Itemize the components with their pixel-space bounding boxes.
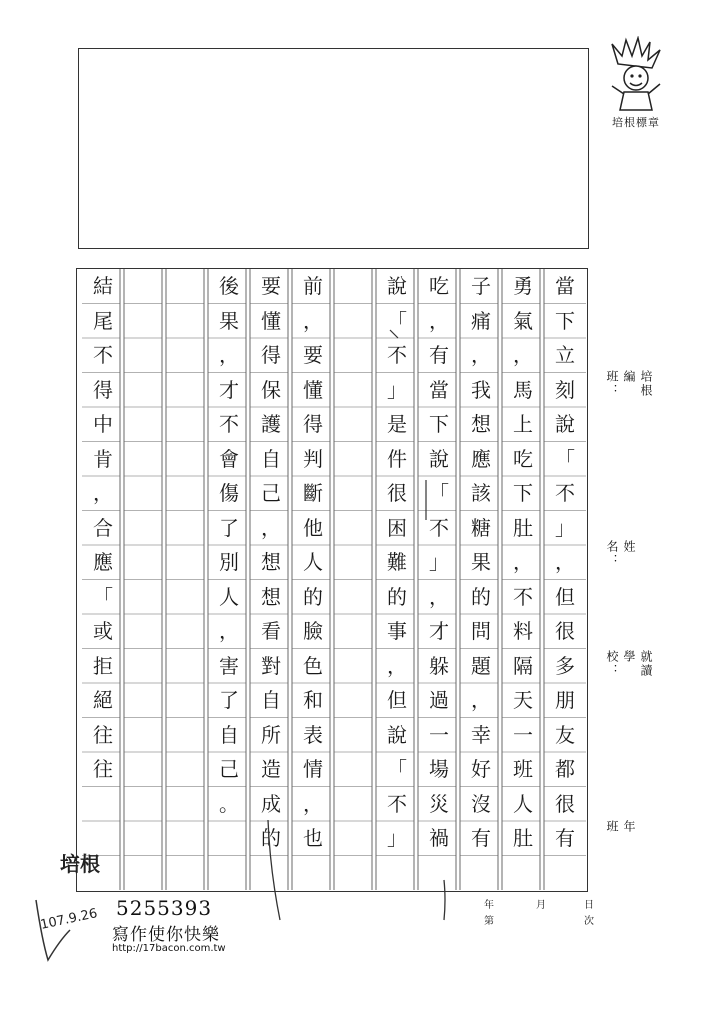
grid-character: 人: [219, 584, 239, 609]
grid-character: 氣: [513, 308, 533, 333]
text-column: [418, 269, 460, 890]
grid-character: 下: [555, 308, 575, 333]
grid-character: 得: [303, 412, 323, 436]
grid-character: 保: [261, 377, 281, 402]
grid-character: 吃: [513, 446, 533, 471]
grid-character: 有: [429, 343, 449, 367]
grid-character: 幸: [471, 722, 491, 747]
grid-character: ，: [429, 308, 449, 333]
grid-character: 也: [303, 826, 323, 850]
grid-character: 害: [219, 653, 239, 678]
grid-character: 不: [513, 584, 533, 609]
grid-character: 果: [219, 308, 239, 333]
grid-character: 往: [93, 722, 113, 747]
grid-character: 都: [555, 757, 575, 781]
grid-character: 不: [429, 515, 449, 540]
day-label: 日: [584, 900, 594, 911]
grid-character: ，: [93, 481, 113, 505]
stamp-url: http://17bacon.com.tw: [112, 943, 226, 954]
grid-character: 有: [555, 826, 575, 850]
grid-character: 多: [555, 653, 575, 678]
name-label: 姓名：: [605, 540, 636, 568]
grid-character: 得: [93, 377, 113, 402]
grid-character: ，: [429, 584, 449, 609]
grid-character: 馬: [513, 377, 533, 402]
grid-character: 護: [261, 412, 281, 436]
grid-character: 題: [471, 653, 491, 678]
grid-character: 隔: [513, 653, 533, 678]
grid-character: 自: [261, 446, 281, 471]
grid-character: 表: [303, 722, 323, 747]
grid-character: 想: [261, 584, 281, 609]
grid-character: 得: [261, 343, 281, 367]
grid-character: 過: [429, 688, 449, 712]
text-column: [376, 269, 418, 890]
grid-character: ，: [471, 688, 491, 712]
ci-label: 次: [584, 916, 594, 927]
grid-character: 臉: [303, 619, 323, 643]
grid-character: 下: [429, 412, 449, 436]
grid-character: 的: [471, 584, 491, 609]
grid-character: 子: [471, 274, 491, 298]
grid-character: 有: [471, 826, 491, 850]
school-label: 就讀學校：: [605, 650, 653, 678]
grid-character: 痛: [471, 308, 491, 333]
stamp-slogan: 寫作使你快樂: [112, 925, 220, 945]
grid-character: 合: [93, 515, 113, 540]
logo-caption: 培根標章: [612, 116, 660, 129]
grid-character: 自: [219, 722, 239, 747]
grid-character: ，: [219, 619, 239, 643]
grid-character: 斷: [303, 481, 323, 505]
grid-character: 一: [429, 722, 449, 747]
grid-character: ，: [513, 343, 533, 367]
grid-character: 肚: [513, 826, 533, 850]
grid-character: 成: [261, 791, 281, 816]
grid-character: 別: [219, 550, 239, 574]
grid-character: 想: [471, 412, 491, 436]
grid-character: 當: [555, 274, 575, 298]
grid-character: 說: [555, 412, 575, 436]
grid-character: 會: [219, 446, 239, 471]
text-column: [124, 269, 166, 890]
text-column: [292, 269, 334, 890]
grid-character: 所: [261, 722, 281, 747]
grid-character: 朋: [555, 688, 575, 712]
grid-character: 「: [93, 584, 113, 609]
text-column: [82, 269, 124, 890]
grid-character: 「: [387, 308, 407, 333]
grid-character: ，: [261, 515, 281, 540]
grid-character: ，: [219, 343, 239, 367]
grid-character: 中: [93, 412, 113, 436]
text-column: [166, 269, 208, 890]
class-label: 培根編班：: [605, 370, 653, 398]
grid-character: 不: [219, 412, 239, 436]
teacher-comment-box: [78, 48, 589, 249]
grid-character: 災: [429, 791, 449, 816]
grid-character: 件: [387, 446, 407, 471]
grid-character: 一: [513, 722, 533, 747]
grid-character: 該: [471, 481, 491, 505]
grid-character: 懂: [303, 377, 323, 402]
grid-character: 說: [387, 274, 407, 298]
grid-character: 往: [93, 757, 113, 781]
handwritten-date: 107.9.26: [39, 906, 99, 933]
grid-character: 看: [261, 619, 281, 643]
grid-character: 上: [513, 412, 533, 436]
text-column: [334, 269, 376, 890]
grid-character: 絕: [93, 688, 113, 712]
grade-label: 年 班: [605, 820, 636, 848]
grid-character: 肯: [93, 446, 113, 471]
grid-character: 料: [513, 619, 533, 643]
grid-character: 人: [513, 791, 533, 816]
grid-character: 肚: [513, 515, 533, 540]
grid-character: 才: [219, 377, 239, 402]
grid-character: ，: [303, 308, 323, 333]
grid-character: 的: [303, 584, 323, 609]
month-label: 月: [536, 900, 546, 911]
grid-character: 對: [261, 653, 281, 678]
grid-character: 果: [471, 550, 491, 574]
text-column: [250, 269, 292, 890]
handwritten-signature: 培根: [60, 852, 100, 876]
grid-character: 是: [387, 412, 407, 436]
grid-character: 我: [471, 377, 491, 402]
grid-character: 拒: [93, 653, 113, 678]
grid-character: 情: [303, 757, 323, 781]
grid-character: 前: [303, 274, 323, 298]
grid-character: 不: [93, 343, 113, 367]
grid-character: 天: [513, 688, 533, 712]
grid-character: 和: [303, 688, 323, 712]
grid-character: 說: [387, 722, 407, 747]
writing-grid: [76, 268, 588, 892]
grid-character: 」: [387, 826, 407, 850]
mascot-icon: [606, 36, 666, 116]
grid-character: 應: [471, 446, 491, 471]
grid-character: ，: [471, 343, 491, 367]
grid-character: 己: [261, 481, 281, 505]
grid-character: 要: [261, 274, 281, 298]
grid-character: 沒: [471, 791, 491, 816]
grid-character: 」: [387, 377, 407, 402]
grid-character: 自: [261, 688, 281, 712]
grid-character: 好: [471, 757, 491, 781]
text-column: [460, 269, 502, 890]
di-label: 第: [484, 916, 494, 927]
grid-character: 不: [387, 791, 407, 816]
grid-character: 要: [303, 343, 323, 367]
grid-character: 不: [387, 343, 407, 367]
grid-character: 問: [471, 619, 491, 643]
grid-character: 後: [219, 274, 239, 298]
grid-character: 躲: [429, 653, 449, 678]
grid-character: 」: [429, 550, 449, 574]
grid-character: 很: [387, 481, 407, 505]
grid-character: ，: [555, 550, 575, 574]
grid-character: 吃: [429, 274, 449, 298]
grid-character: 場: [429, 757, 449, 781]
grid-character: 」: [555, 515, 575, 540]
year-label: 年: [484, 900, 494, 911]
grid-character: 想: [261, 550, 281, 574]
grid-character: ，: [513, 550, 533, 574]
grid-character: 友: [555, 722, 575, 747]
grid-character: 己: [219, 757, 239, 781]
grid-character: 糖: [471, 515, 491, 540]
grid-character: 或: [93, 619, 113, 643]
grid-character: 下: [513, 481, 533, 505]
grid-character: 不: [555, 481, 575, 505]
grid-character: 色: [303, 653, 323, 678]
grid-character: 事: [387, 619, 407, 643]
grid-character: 禍: [429, 826, 449, 850]
grid-character: 判: [303, 446, 323, 471]
grid-character: 班: [513, 757, 533, 781]
grid-character: 難: [387, 550, 407, 574]
grid-character: 但: [555, 584, 575, 609]
grid-character: 當: [429, 377, 449, 402]
grid-character: 困: [387, 515, 407, 540]
grid-character: 「: [555, 446, 575, 471]
grid-character: 他: [303, 515, 323, 540]
grid-character: 說: [429, 446, 449, 471]
grid-character: 結: [93, 274, 113, 298]
grid-character: 但: [387, 688, 407, 712]
grid-character: 應: [93, 550, 113, 574]
grid-character: 「: [387, 757, 407, 781]
grid-character: 「: [429, 481, 449, 505]
grid-character: 很: [555, 791, 575, 816]
grid-character: 傷: [219, 481, 239, 505]
grid-character: 懂: [261, 308, 281, 333]
text-column: [208, 269, 250, 890]
grid-character: 尾: [93, 308, 113, 333]
text-column: [544, 269, 586, 890]
grid-character: 了: [219, 515, 239, 540]
grid-character: ，: [387, 653, 407, 678]
grid-character: 。: [219, 791, 239, 816]
grid-character: 的: [387, 584, 407, 609]
grid-character: 刻: [555, 377, 575, 402]
grid-character: 很: [555, 619, 575, 643]
grid-character: 的: [261, 826, 281, 850]
grid-character: 立: [555, 343, 575, 367]
grid-character: 了: [219, 688, 239, 712]
grid-character: 造: [261, 757, 281, 781]
stamp-number: 5255393: [116, 896, 213, 920]
grid-character: ，: [303, 791, 323, 816]
grid-character: 才: [429, 619, 449, 643]
grid-character: 勇: [513, 274, 533, 298]
text-column: [502, 269, 544, 890]
grid-character: 人: [303, 550, 323, 574]
